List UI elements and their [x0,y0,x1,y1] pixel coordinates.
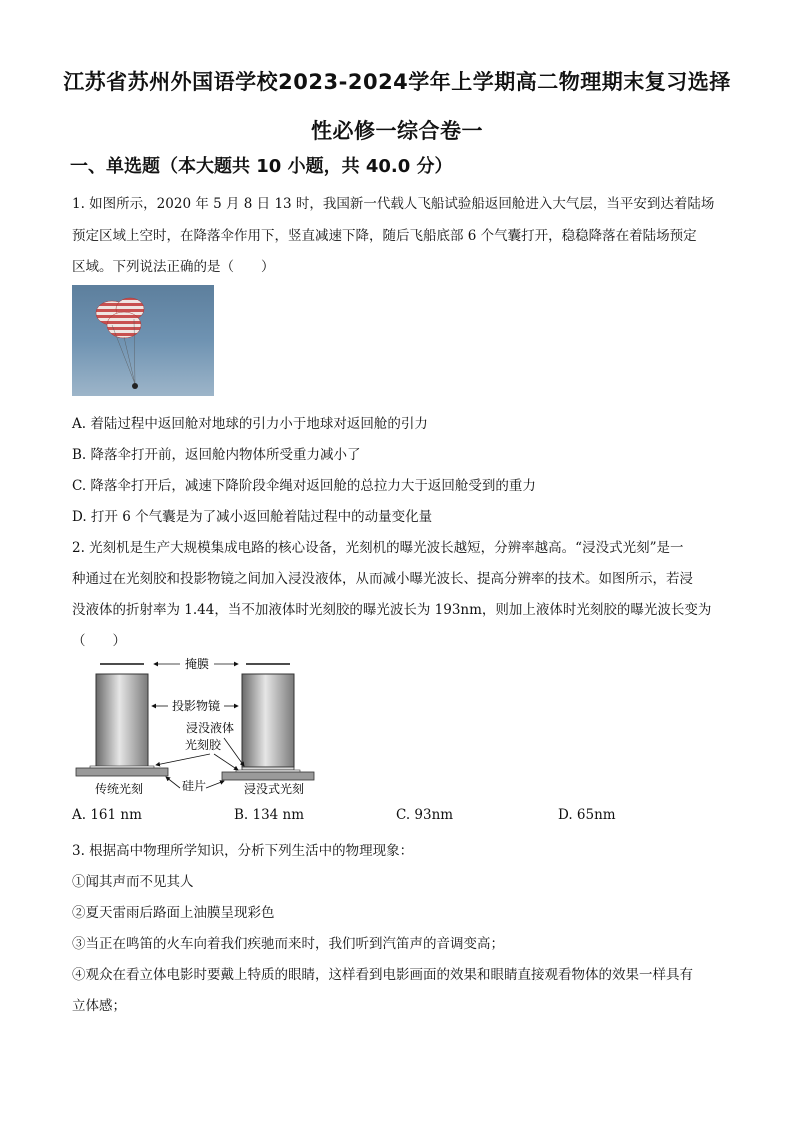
q1-option-d: D. 打开 6 个气囊是为了减小返回舱着陆过程中的动量变化量 [72,509,433,525]
q3-item-3: ③当正在鸣笛的火车向着我们疾驰而来时，我们听到汽笛声的音调变高； [72,936,504,952]
q3-item-4-line-2: 立体感； [72,998,126,1014]
q1-option-b: B. 降落伞打开前，返回舱内物体所受重力减小了 [72,447,361,463]
q2-stem-line-2: 种通过在光刻胶和投影物镜之间加入浸没液体，从而减小曝光波长、提高分辨率的技术。如图所示，若浸 [72,571,693,587]
lens-right [242,674,294,767]
lens-left [96,674,148,767]
label-immersion: 浸没式光刻 [243,782,305,796]
label-wafer: 硅片 [181,779,207,793]
wafer-left [76,768,168,776]
lithography-diagram [72,652,322,802]
paper-title-line-1: 江苏省苏州外国语学校2023-2024学年上学期高二物理期末复习选择 [63,70,731,94]
q2-option-b: B. 134 nm [234,807,305,823]
q2-option-a: A. 161 nm [72,807,142,823]
q3-stem-line-1: 3. 根据高中物理所学知识，分析下列生活中的物理现象： [72,843,414,859]
q2-option-d: D. 65nm [558,807,616,823]
wafer-right [222,772,314,780]
q1-stem-line-1: 1. 如图所示，2020 年 5 月 8 日 13 时，我国新一代载人飞船试验船返回舱进入大气层，当平安到达着陆场 [72,196,715,212]
label-liquid: 浸没液体 [185,721,235,735]
q3-item-2: ②夏天雷雨后路面上油膜呈现彩色 [72,905,275,921]
label-traditional: 传统光刻 [94,782,144,796]
q3-item-1: ①闻其声而不见其人 [72,874,194,890]
return-capsule-parachute-photo [72,285,214,396]
label-resist: 光刻胶 [184,738,222,752]
label-lens: 投影物镜 [171,699,221,713]
q1-stem-line-2: 预定区域上空时，在降落伞作用下，竖直减速下降，随后飞船底部 6 个气囊打开，稳稳降落在着陆场预定 [72,228,697,244]
paper-title-line-2: 性必修一综合卷一 [311,119,483,143]
q3-item-4-line-1: ④观众在看立体电影时要戴上特质的眼睛，这样看到电影画面的效果和眼睛直接观看物体的效果一样具有 [72,967,693,983]
label-mask: 掩膜 [184,657,210,671]
q1-option-c: C. 降落伞打开后，减速下降阶段伞绳对返回舱的总拉力大于返回舱受到的重力 [72,478,536,494]
q2-stem-line-4: （ ） [72,633,126,649]
q1-stem-line-3: 区域。下列说法正确的是（ ） [72,259,275,275]
immersion-liquid [242,767,294,770]
q2-option-c: C. 93nm [396,807,454,823]
q2-stem-line-3: 没液体的折射率为 1.44，当不加液体时光刻胶的曝光波长为 193nm，则加上液体时光刻胶的曝光波长变为 [72,602,712,618]
section-heading: 一、单选题（本大题共 10 小题，共 40.0 分） [70,156,453,177]
q1-option-a: A. 着陆过程中返回舱对地球的引力小于地球对返回舱的引力 [72,416,428,432]
q2-stem-line-1: 2. 光刻机是生产大规模集成电路的核心设备，光刻机的曝光波长越短，分辨率越高。“浸没式光刻”是一 [72,540,684,556]
